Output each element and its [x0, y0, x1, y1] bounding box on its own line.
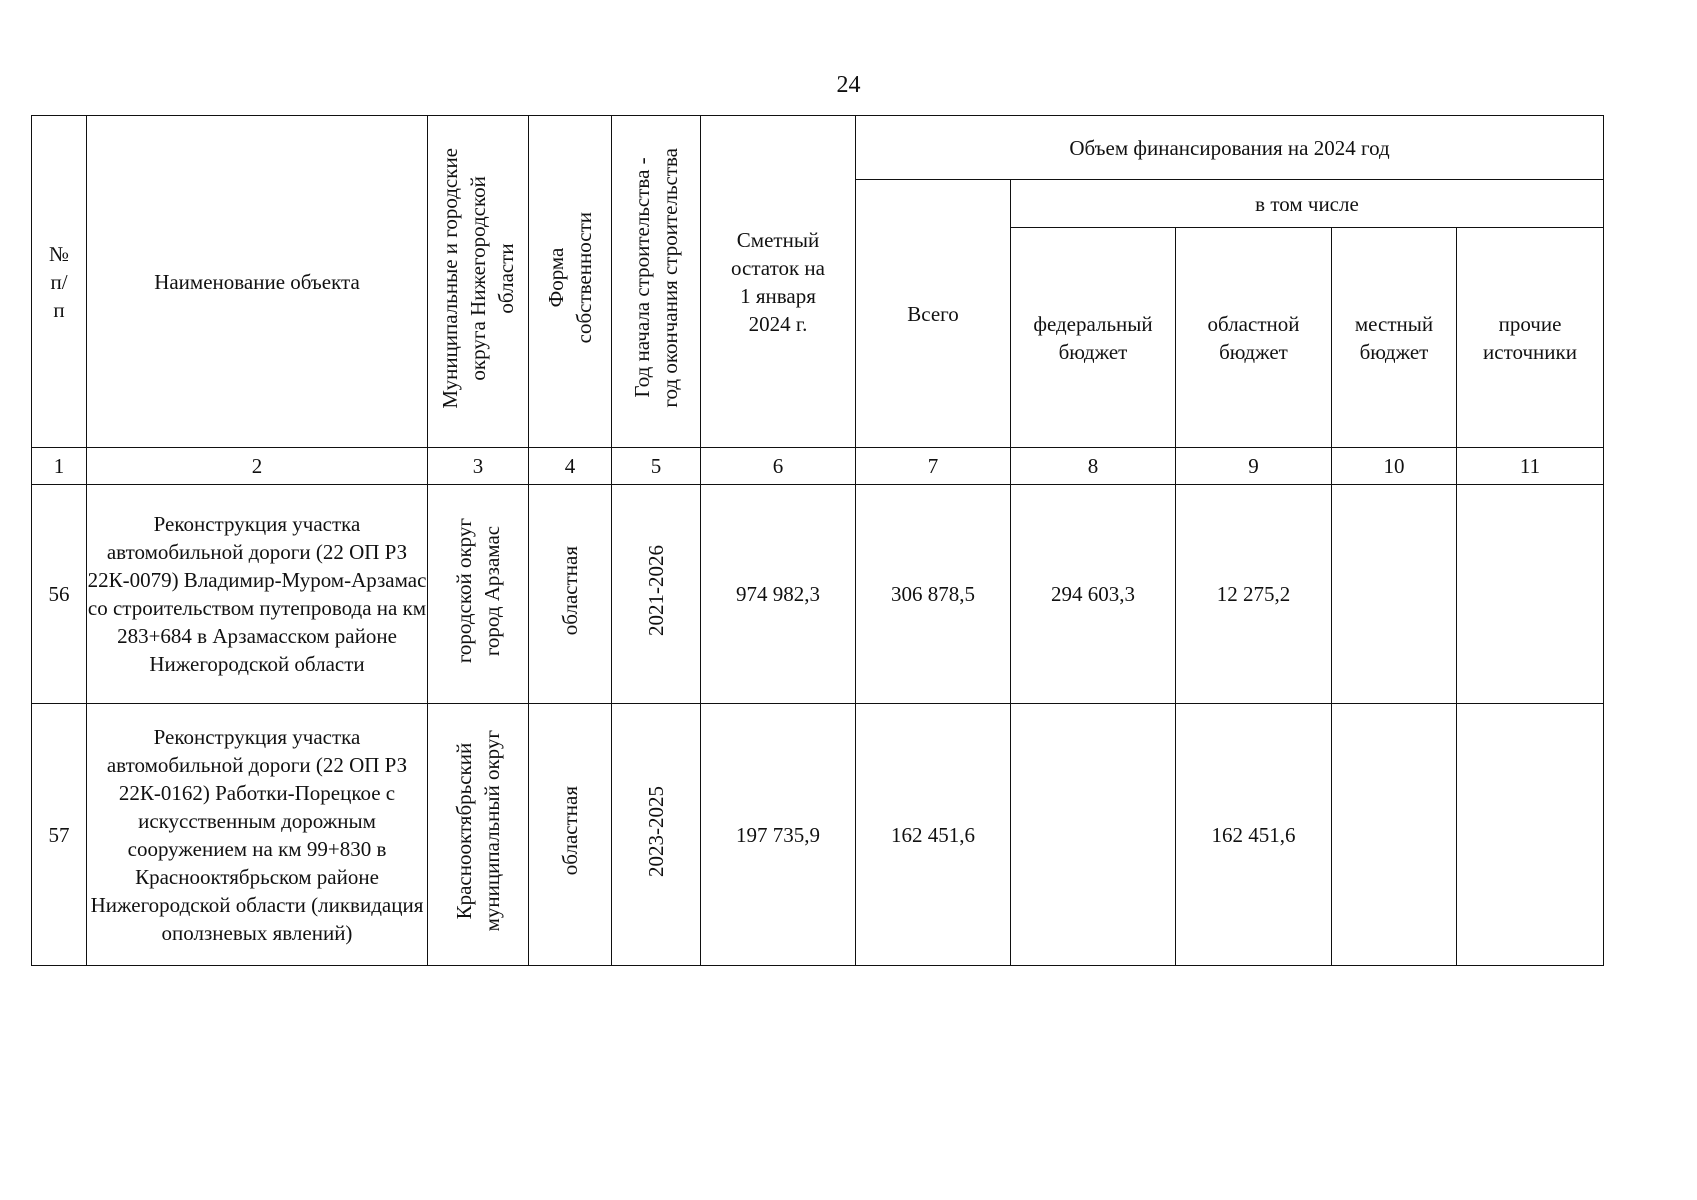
- total-financing: 162 451,6: [856, 704, 1011, 966]
- total-financing: 306 878,5: [856, 485, 1011, 704]
- column-number: 9: [1176, 448, 1332, 485]
- federal-budget: 294 603,3: [1011, 485, 1176, 704]
- header-municipal: Муниципальные и городские округа Нижегородской области: [428, 116, 529, 448]
- ownership-form: областная: [529, 485, 612, 704]
- row-number: 57: [32, 704, 87, 966]
- table-row: [32, 485, 1604, 704]
- header-remainder: Сметный остаток на 1 января 2024 г.: [701, 116, 856, 448]
- column-numbers-row: [32, 448, 1604, 485]
- construction-years: 2021-2026: [612, 485, 701, 704]
- object-name: Реконструкция участка автомобильной дороги (22 ОП РЗ 22К-0079) Владимир-Муром-Арзамас со строительством путепровода на км 283+684 в Арзамасском районе Нижегородской области: [87, 485, 428, 704]
- column-number: 4: [529, 448, 612, 485]
- object-name: Реконструкция участка автомобильной дороги (22 ОП РЗ 22К-0162) Работки-Порецкое с искусственным дорожным сооружением на км 99+830 в Краснооктябрьском районе Нижегородской области (ликвидация оползневых явлений): [87, 704, 428, 966]
- column-number: 6: [701, 448, 856, 485]
- header-object-name: Наименование объекта: [87, 116, 428, 448]
- column-number: 5: [612, 448, 701, 485]
- column-number: 3: [428, 448, 529, 485]
- header-years: Год начала строительства - год окончания строительства: [612, 116, 701, 448]
- estimated-remainder: 197 735,9: [701, 704, 856, 966]
- regional-budget: 12 275,2: [1176, 485, 1332, 704]
- regional-budget: 162 451,6: [1176, 704, 1332, 966]
- header-ownership: Форма собственности: [529, 116, 612, 448]
- header-local: местный бюджет: [1332, 228, 1457, 448]
- other-sources: [1457, 485, 1604, 704]
- page-number: 24: [836, 72, 861, 98]
- municipal-district: городской округ город Арзамас: [428, 485, 529, 704]
- header-total: Всего: [856, 180, 1011, 448]
- construction-years: 2023-2025: [612, 704, 701, 966]
- header-num: № п/ п: [32, 116, 87, 448]
- column-number: 10: [1332, 448, 1457, 485]
- municipal-district: Краснооктябрьский муниципальный округ: [428, 704, 529, 966]
- estimated-remainder: 974 982,3: [701, 485, 856, 704]
- column-number: 1: [32, 448, 87, 485]
- federal-budget: [1011, 704, 1176, 966]
- ownership-form: областная: [529, 704, 612, 966]
- table-row: [32, 704, 1604, 966]
- header-federal: федеральный бюджет: [1011, 228, 1176, 448]
- column-number: 8: [1011, 448, 1176, 485]
- column-number: 7: [856, 448, 1011, 485]
- other-sources: [1457, 704, 1604, 966]
- column-number: 2: [87, 448, 428, 485]
- financing-table: [31, 115, 1604, 966]
- column-number: 11: [1457, 448, 1604, 485]
- header-other: прочие источники: [1457, 228, 1604, 448]
- local-budget: [1332, 485, 1457, 704]
- header-regional: областной бюджет: [1176, 228, 1332, 448]
- row-number: 56: [32, 485, 87, 704]
- header-including: в том числе: [1011, 180, 1604, 228]
- local-budget: [1332, 704, 1457, 966]
- header-financing-group: Объем финансирования на 2024 год: [856, 116, 1604, 180]
